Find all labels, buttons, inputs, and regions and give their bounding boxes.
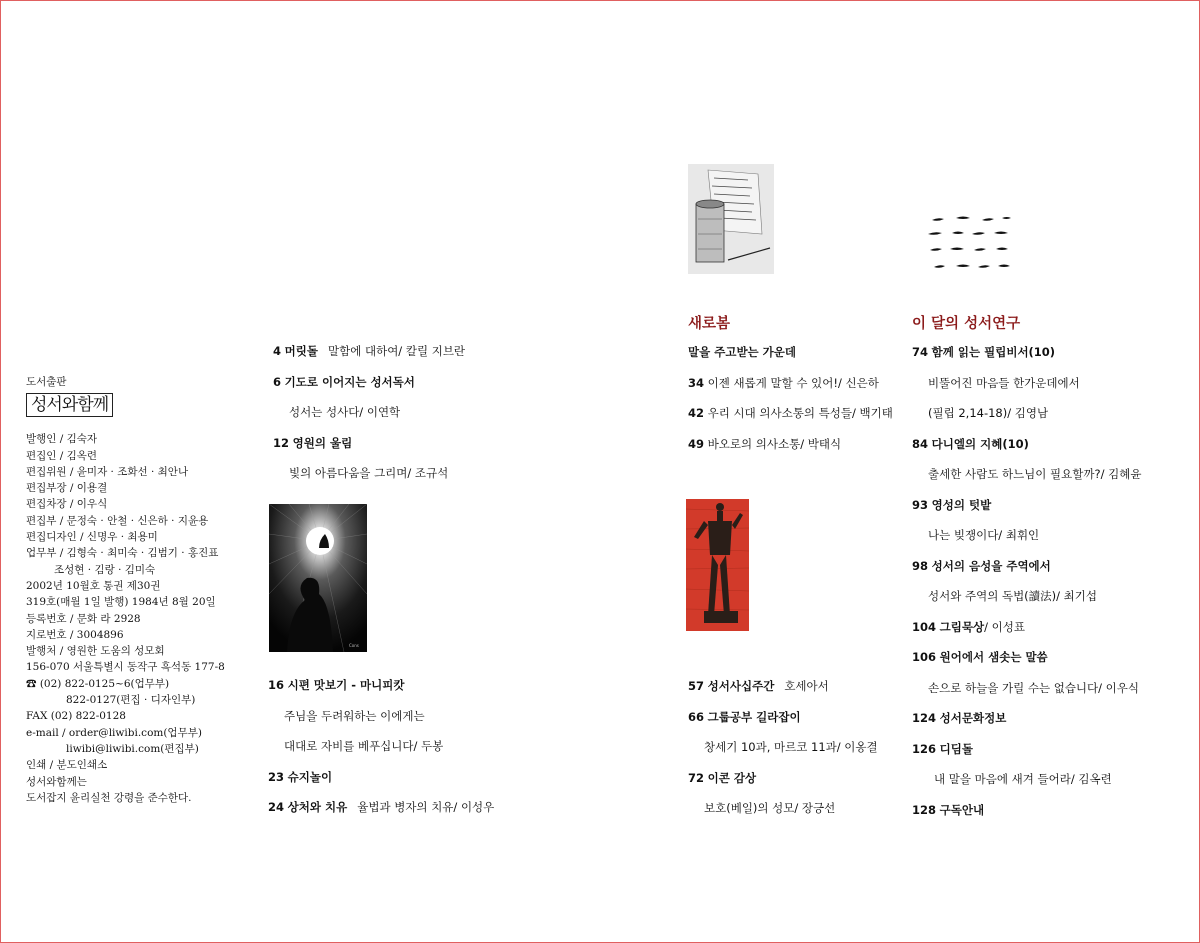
toc-column-2-bottom bbox=[268, 676, 494, 829]
toc-entry-title: 함께 읽는 필립비서(10) bbox=[931, 345, 1056, 359]
toc-entry[interactable] bbox=[912, 465, 1141, 496]
toc-entry-description: 나는 빚쟁이다/ 최휘인 bbox=[928, 528, 1040, 542]
toc-entry-title: 디딤돌 bbox=[939, 741, 973, 756]
toc-entry[interactable] bbox=[688, 677, 878, 708]
toc-entry-description: 성서는 성사다/ 이연학 bbox=[289, 405, 401, 419]
toc-entry-title: 바오로의 의사소통/ 박태식 bbox=[707, 436, 842, 451]
toc-entry-description: 대대로 자비를 베푸십니다/ 두봉 bbox=[284, 739, 444, 753]
toc-entry-description: 주님을 두려워하는 이에게는 bbox=[284, 708, 425, 723]
toc-entry-subtitle: / 이성표 bbox=[984, 619, 1025, 634]
colophon-line: 편집부 / 문정숙 · 안철 · 신은하 · 지윤용 bbox=[26, 514, 209, 527]
brush-strokes-illustration bbox=[926, 212, 1016, 274]
toc-entry[interactable] bbox=[912, 374, 1141, 405]
colophon-line: 822-0127(편집 · 디자인부) bbox=[66, 694, 196, 707]
toc-page-number: 24 bbox=[268, 800, 285, 814]
toc-page-number: 16 bbox=[268, 678, 285, 692]
toc-entry-title: 구독안내 bbox=[939, 802, 985, 817]
toc-page-number: 104 bbox=[912, 619, 937, 634]
toc-page-number: 57 bbox=[688, 679, 705, 693]
toc-entry[interactable] bbox=[912, 770, 1141, 801]
toc-entry-title: 성서사십주간 bbox=[707, 679, 775, 693]
toc-entry-title: 원어에서 샘솟는 말씀 bbox=[939, 650, 1048, 664]
toc-entry-title: 성서문화정보 bbox=[939, 711, 1007, 725]
toc-page-number: 42 bbox=[688, 406, 705, 420]
toc-column-3-top bbox=[688, 343, 893, 465]
toc-entry[interactable] bbox=[273, 434, 465, 465]
toc-entry[interactable] bbox=[268, 676, 494, 707]
toc-entry-subtitle: 말함에 대하여/ 칼릴 지브란 bbox=[328, 344, 466, 358]
section-heading-monthly-study: 이 달의 성서연구 bbox=[912, 316, 1021, 332]
toc-entry[interactable] bbox=[688, 738, 878, 769]
colophon-line: FAX (02) 822-0128 bbox=[26, 710, 126, 723]
colophon-line: e-mail / order@liwibi.com(업무부) bbox=[26, 726, 202, 739]
section-heading-saerobom: 새로봄 bbox=[688, 316, 731, 332]
colophon-line: 2002년 10월호 통권 제30권 bbox=[26, 579, 161, 592]
toc-page-number: 34 bbox=[688, 375, 705, 390]
toc-entry[interactable] bbox=[688, 435, 893, 466]
colophon-line: 지로번호 / 3004896 bbox=[26, 628, 124, 641]
toc-entry[interactable] bbox=[912, 709, 1141, 740]
toc-page-number: 6 bbox=[273, 374, 282, 389]
bronze-figure-illustration bbox=[686, 499, 749, 631]
toc-entry-title: 기도로 이어지는 성서독서 bbox=[284, 374, 415, 389]
colophon-line: 319호(매월 1일 발행) 1984년 8월 20일 bbox=[26, 596, 216, 609]
image-caption: Cons bbox=[349, 643, 359, 648]
toc-page-number: 124 bbox=[912, 711, 937, 725]
toc-entry-title: 다니엘의 지혜(10) bbox=[931, 436, 1029, 451]
toc-entry[interactable] bbox=[273, 342, 465, 373]
toc-entry-title: 말을 주고받는 가운데 bbox=[688, 345, 796, 359]
toc-entry-title: 그룹공부 길라잡이 bbox=[707, 709, 801, 724]
colophon-line: 도서잡지 윤리실천 강령을 준수한다. bbox=[26, 791, 192, 804]
toc-page-number: 23 bbox=[268, 769, 285, 784]
colophon-line: 편집인 / 김옥련 bbox=[26, 449, 98, 462]
toc-page-number: 74 bbox=[912, 345, 929, 359]
toc-entry-description: 비뚤어진 마음들 한가운데에서 bbox=[928, 375, 1080, 390]
toc-entry[interactable] bbox=[688, 799, 878, 830]
magazine-logo: 성서와함께 bbox=[26, 393, 113, 417]
toc-entry[interactable] bbox=[268, 798, 494, 829]
toc-entry-description: 빛의 아름다움을 그리며/ 조규석 bbox=[289, 466, 449, 480]
colophon-line: 편집디자인 / 신명우 · 최용미 bbox=[26, 531, 158, 544]
toc-entry[interactable] bbox=[688, 343, 893, 374]
toc-column-3-bottom bbox=[688, 677, 878, 830]
toc-entry-title: 시편 맛보기 - 마니피캇 bbox=[287, 678, 405, 692]
toc-entry[interactable] bbox=[912, 587, 1141, 618]
colophon bbox=[26, 374, 256, 806]
toc-entry-description: 내 말을 마음에 새겨 들어라/ 김옥련 bbox=[934, 772, 1112, 786]
toc-entry-subtitle: 율법과 병자의 치유/ 이성우 bbox=[357, 800, 495, 814]
toc-entry-title: 상처와 치유 bbox=[287, 800, 348, 814]
toc-entry[interactable] bbox=[912, 557, 1141, 588]
colophon-line: 편집차장 / 이우식 bbox=[26, 498, 108, 511]
colophon-line: 발행인 / 김숙자 bbox=[26, 433, 98, 446]
toc-column-2-top bbox=[273, 342, 465, 495]
toc-page-number: 72 bbox=[688, 770, 705, 785]
toc-page-number: 128 bbox=[912, 802, 937, 817]
colophon-line: 업무부 / 김형숙 · 최미숙 · 김범기 · 홍진표 bbox=[26, 547, 219, 560]
colophon-line: ☎ (02) 822-0125~6(업무부) bbox=[26, 677, 170, 690]
toc-page-number: 66 bbox=[688, 709, 705, 724]
toc-page-number: 106 bbox=[912, 650, 937, 664]
toc-entry-title: 이젠 새롭게 말할 수 있어!/ 신은하 bbox=[707, 375, 879, 390]
toc-page-number: 4 bbox=[273, 344, 282, 358]
toc-entry-description: 손으로 하늘을 가릴 수는 없습니다/ 이우식 bbox=[928, 680, 1140, 695]
toc-column-4 bbox=[912, 343, 1141, 831]
toc-entry-description: (필립 2,14-18)/ 김영남 bbox=[928, 406, 1049, 420]
colophon-lines bbox=[26, 431, 256, 806]
toc-entry[interactable] bbox=[912, 435, 1141, 466]
toc-entry[interactable] bbox=[912, 496, 1141, 527]
toc-page-number: 93 bbox=[912, 497, 929, 512]
toc-entry-title: 성서의 음성을 주역에서 bbox=[931, 558, 1051, 573]
colophon-line: 등록번호 / 문화 라 2928 bbox=[26, 612, 141, 625]
publisher-label: 도서출판 bbox=[26, 376, 67, 388]
toc-entry-title: 영성의 텃밭 bbox=[931, 497, 992, 512]
toc-entry[interactable] bbox=[912, 740, 1141, 771]
toc-entry[interactable] bbox=[268, 768, 494, 799]
toc-page-number: 49 bbox=[688, 436, 705, 451]
colophon-line: 편집위원 / 윤미자 · 조화선 · 최안나 bbox=[26, 465, 189, 478]
colophon-line: 156-070 서울특별시 동작구 흑석동 177-8 bbox=[26, 661, 225, 674]
toc-entry-title: 슈지놀이 bbox=[287, 769, 333, 784]
colophon-line: 인쇄 / 분도인쇄소 bbox=[26, 759, 108, 772]
toc-entry-description: 출세한 사람도 하느님이 필요할까?/ 김혜윤 bbox=[928, 467, 1142, 481]
toc-entry[interactable] bbox=[268, 737, 494, 768]
toc-entry-title: 이콘 감상 bbox=[707, 770, 757, 785]
toc-page-number: 126 bbox=[912, 741, 937, 756]
toc-entry[interactable] bbox=[273, 373, 465, 404]
toc-entry-description: 성서와 주역의 독법(讀法)/ 최기섭 bbox=[928, 589, 1098, 603]
colophon-line: 조성현 · 김랑 · 김미숙 bbox=[54, 563, 156, 576]
toc-entry[interactable] bbox=[688, 374, 893, 405]
colophon-line: 성서와함께는 bbox=[26, 775, 87, 788]
toc-entry[interactable] bbox=[912, 679, 1141, 710]
toc-entry[interactable] bbox=[912, 526, 1141, 557]
toc-entry[interactable] bbox=[912, 648, 1141, 679]
toc-entry[interactable] bbox=[688, 769, 878, 800]
toc-entry-description: 보호(베일)의 성모/ 장긍선 bbox=[704, 801, 836, 815]
toc-page-number: 12 bbox=[273, 435, 290, 450]
toc-entry-title: 영원의 울림 bbox=[292, 435, 353, 450]
toc-page-number: 84 bbox=[912, 436, 929, 451]
toc-entry[interactable] bbox=[912, 343, 1141, 374]
toc-entry-title: 우리 시대 의사소통의 특성들/ 백기태 bbox=[707, 406, 893, 420]
scroll-and-jar-illustration bbox=[688, 164, 774, 274]
colophon-line: 편집부장 / 이용결 bbox=[26, 482, 108, 495]
toc-entry[interactable] bbox=[273, 464, 465, 495]
candle-light-illustration bbox=[269, 504, 367, 652]
toc-entry-description: 창세기 10과, 마르코 11과/ 이옹결 bbox=[704, 740, 878, 754]
colophon-line: liwibi@liwibi.com(편집부) bbox=[66, 742, 199, 755]
toc-entry-subtitle: 호세아서 bbox=[784, 679, 829, 693]
toc-entry[interactable] bbox=[912, 618, 1141, 649]
toc-entry-title: 그림묵상 bbox=[939, 619, 985, 634]
toc-entry-title: 머릿돌 bbox=[284, 344, 318, 358]
toc-entry[interactable] bbox=[688, 708, 878, 739]
toc-entry[interactable] bbox=[912, 801, 1141, 832]
toc-entry[interactable] bbox=[268, 707, 494, 738]
toc-entry[interactable] bbox=[912, 404, 1141, 435]
toc-entry[interactable] bbox=[688, 404, 893, 435]
colophon-line: 발행처 / 영원한 도움의 성모회 bbox=[26, 645, 165, 658]
toc-page-number: 98 bbox=[912, 558, 929, 573]
toc-entry[interactable] bbox=[273, 403, 465, 434]
